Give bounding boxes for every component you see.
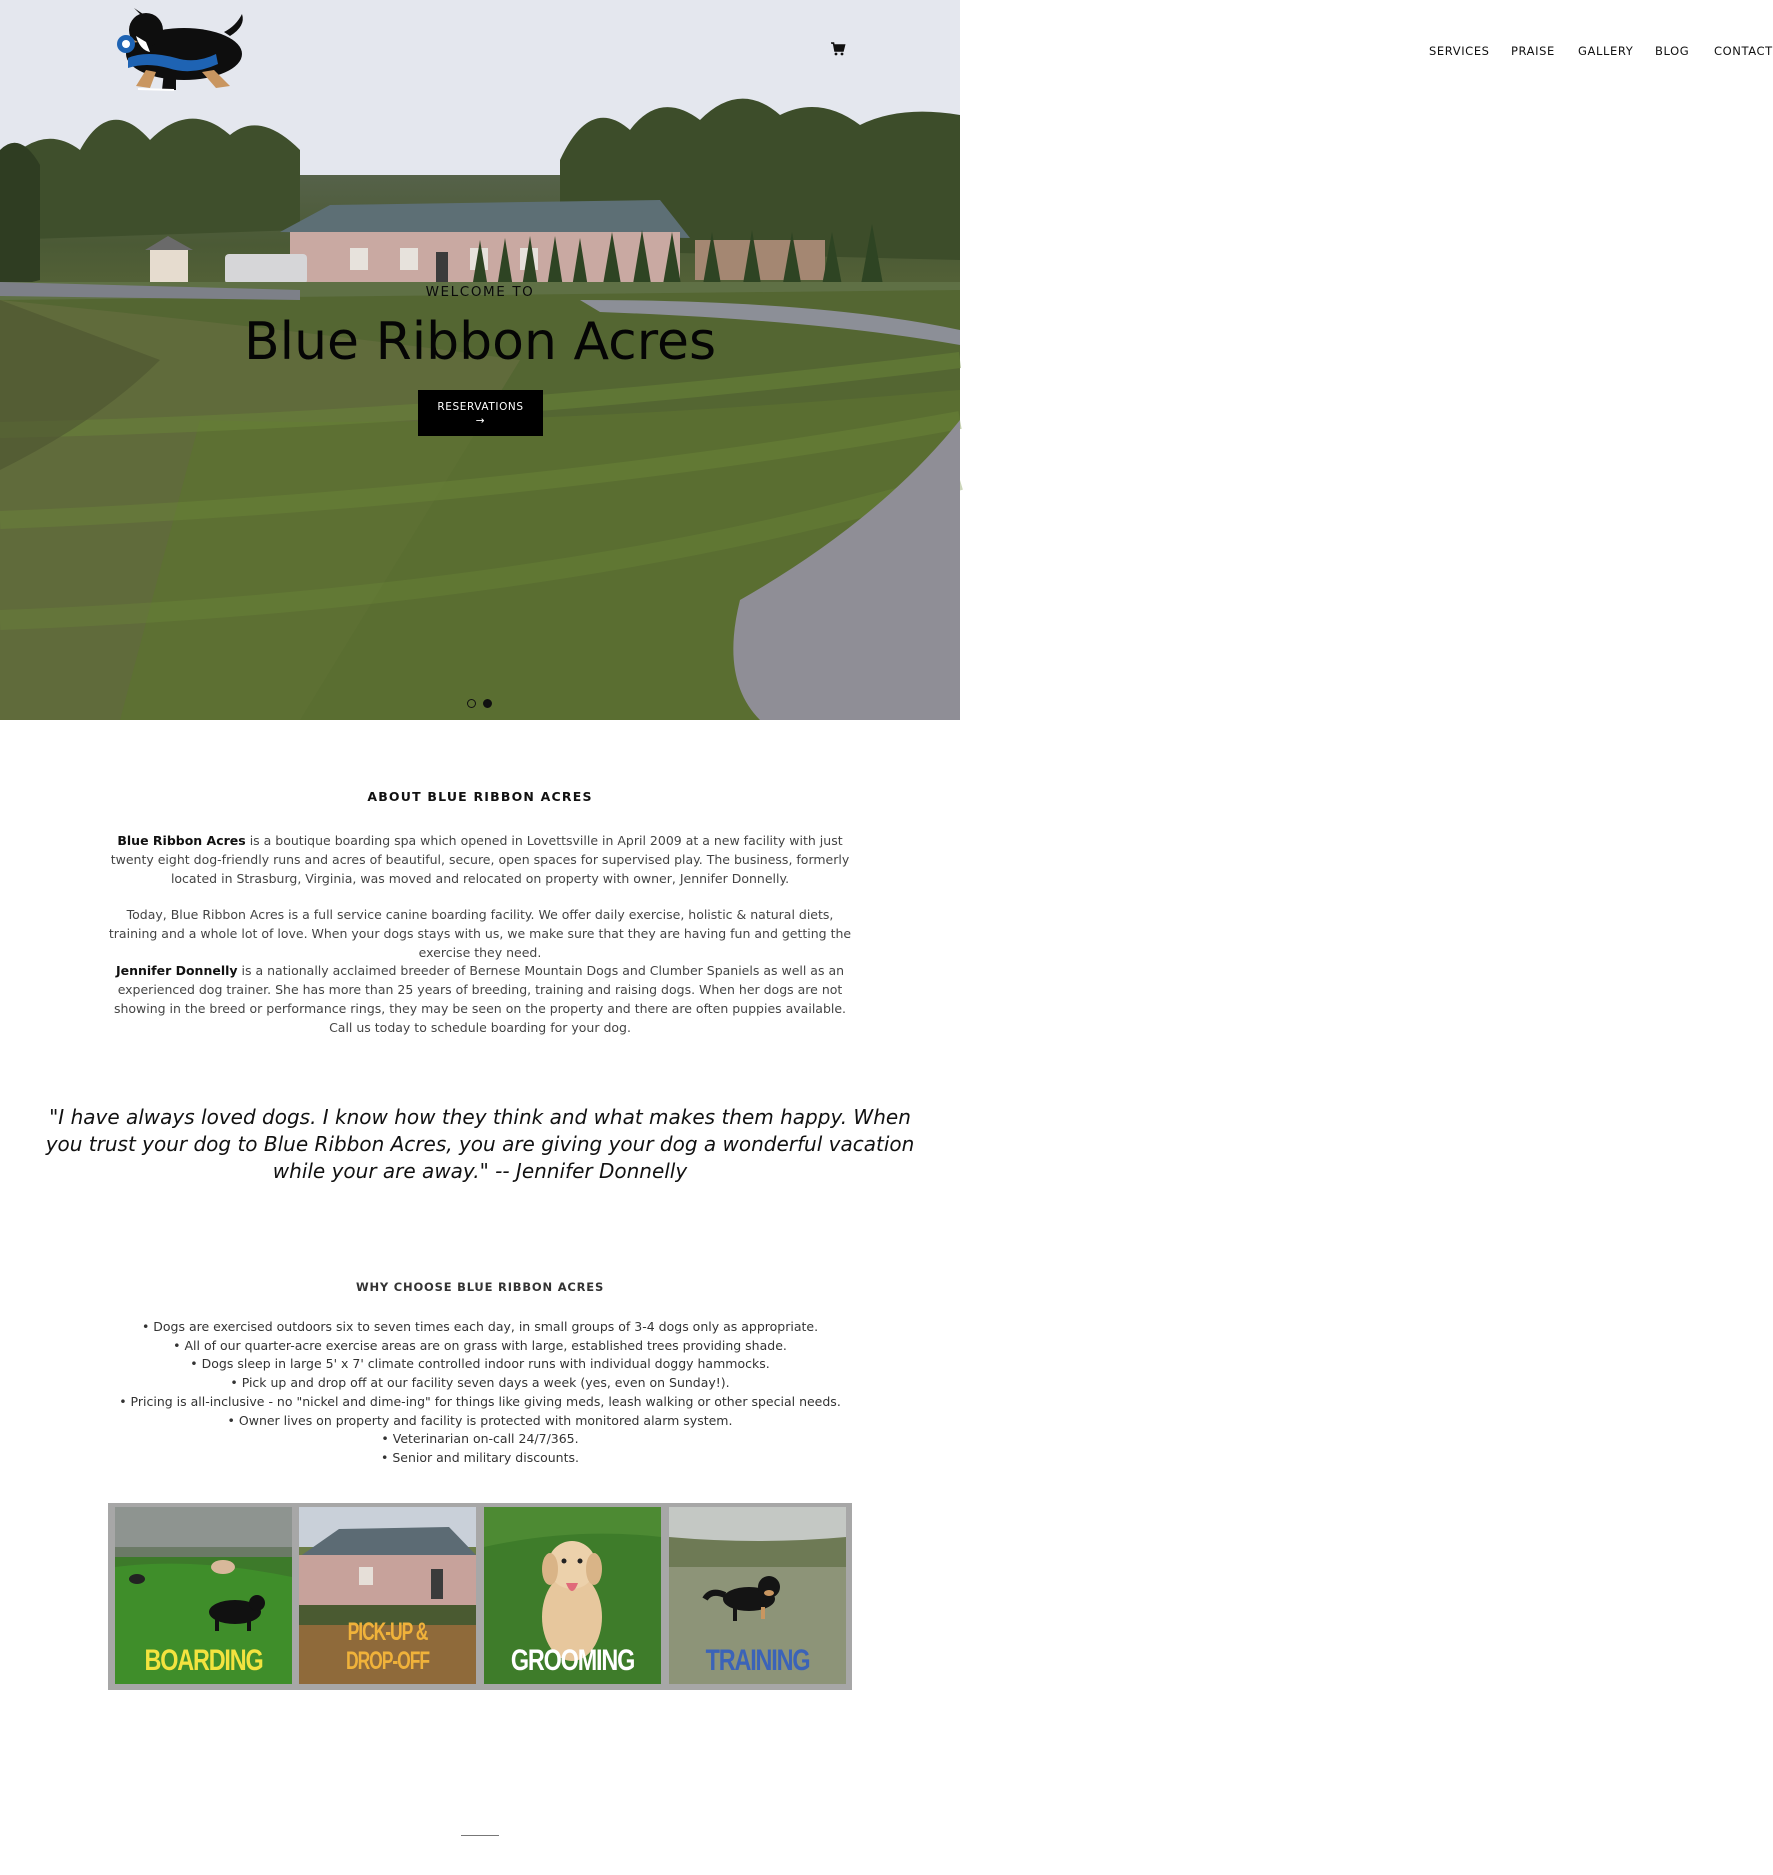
tile-pickup[interactable] xyxy=(299,1507,476,1684)
about-heading: ABOUT BLUE RIBBON ACRES xyxy=(367,789,593,804)
nav-contact[interactable]: CONTACT xyxy=(1714,44,1773,58)
nav-gallery[interactable]: GALLERY xyxy=(1578,44,1634,58)
hero-welcome: WELCOME TO xyxy=(425,284,535,300)
tile-training[interactable] xyxy=(669,1507,846,1684)
tile-label: BOARDING xyxy=(144,1644,263,1677)
hero-slideshow xyxy=(0,0,1773,720)
services-banner xyxy=(108,1503,852,1690)
tile-grooming[interactable] xyxy=(484,1507,661,1684)
reservations-label: RESERVATIONS xyxy=(437,401,524,413)
cart-icon[interactable] xyxy=(830,42,846,56)
tile-label: PICK-UP & DROP-OFF xyxy=(346,1618,429,1675)
about-p1-text: is a boutique boarding spa which opened in Lovettsville in April 2009 at a new facility with just twenty eight dog-friendly runs and acres of beautiful, secure, open spaces for supervised play. The business, formerly located in Strasburg, Virginia, was moved and relocated on property with owner, Jennifer Donnelly. xyxy=(110,833,850,886)
reservations-button[interactable] xyxy=(418,390,543,436)
nav-blog[interactable]: BLOG xyxy=(1655,44,1690,58)
list-item: • Senior and military discounts. xyxy=(381,1449,579,1465)
list-item: • Pick up and drop off at our facility seven days a week (yes, even on Sunday!). xyxy=(230,1375,730,1391)
why-heading: WHY CHOOSE BLUE RIBBON ACRES xyxy=(355,1280,605,1294)
owner-quote: "I have always loved dogs. I know how they think and what makes them happy. When you trust your dog to Blue Ribbon Acres, you are giving your dog a wonderful vacation while your are away." -- Jennifer Donnelly xyxy=(45,1105,915,1183)
slide-dot-2[interactable] xyxy=(483,699,492,708)
nav-services[interactable]: SERVICES xyxy=(1429,44,1490,58)
list-item: • Owner lives on property and facility is protected with monitored alarm system. xyxy=(227,1412,733,1428)
arrow-right-icon: → xyxy=(475,415,486,427)
list-item: • Dogs are exercised outdoors six to seven times each day, in small groups of 3-4 dogs only as appropriate. xyxy=(141,1319,819,1334)
about-p3-text: is a nationally acclaimed breeder of Bernese Mountain Dogs and Clumber Spaniels as well as an experienced dog trainer. She has more than 25 years of breeding, training and raising dogs. When her dogs are not showing in the breed or performance rings, they may be seen on the property and there are often puppies available. Call us today to schedule boarding for your dog. xyxy=(113,963,847,1035)
hero-title: Blue Ribbon Acres xyxy=(243,312,717,372)
about-p1-bold: Blue Ribbon Acres xyxy=(117,833,246,848)
tile-label: TRAINING xyxy=(705,1644,810,1677)
about-p3-bold: Jennifer Donnelly xyxy=(115,963,238,978)
nav-praise[interactable]: PRAISE xyxy=(1511,44,1555,58)
tile-boarding[interactable] xyxy=(115,1507,292,1684)
slide-dot-1[interactable] xyxy=(467,699,476,708)
about-paragraph-1 xyxy=(105,831,855,888)
tile-label: GROOMING xyxy=(510,1644,635,1677)
list-item: • All of our quarter-acre exercise areas are on grass with large, established trees providing shade. xyxy=(173,1337,787,1353)
dog-logo[interactable] xyxy=(106,6,246,94)
about-paragraph-2: Today, Blue Ribbon Acres is a full service canine boarding facility. We offer daily exercise, holistic & natural diets, training and a whole lot of love. When your dogs stays with us, we make sure that they are having fun and getting the exercise they need. xyxy=(108,907,852,960)
list-item: • Pricing is all-inclusive - no "nickel and dime-ing" for things like giving meds, leash walking or other special needs. xyxy=(119,1393,841,1409)
why-list xyxy=(0,1318,960,1468)
list-item: • Veterinarian on-call 24/7/365. xyxy=(381,1431,579,1447)
footer-divider xyxy=(461,1835,499,1836)
list-item: • Dogs sleep in large 5' x 7' climate controlled indoor runs with individual doggy hammocks. xyxy=(190,1356,770,1372)
about-paragraph-3 xyxy=(105,961,855,1037)
